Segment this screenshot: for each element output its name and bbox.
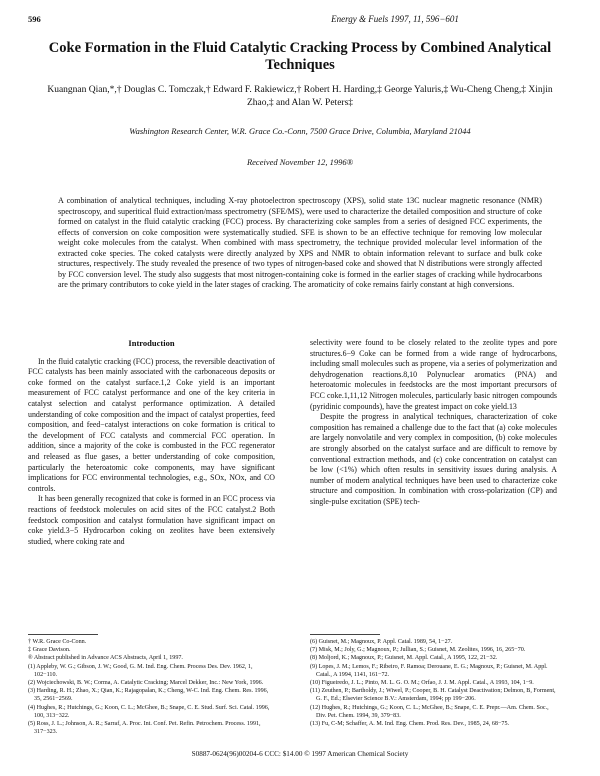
page-number: 596 xyxy=(28,14,41,24)
left-column xyxy=(28,338,275,547)
footnote: (2) Wojciechowski, B. W.; Corma, A. Catalytic Cracking; Marcel Dekker, Inc.: New York, 1996. xyxy=(28,680,264,687)
footnote: (5) Ross, J. L.; Johnson, A. R.; Sarraf, A. Proc. Int. Conf. Pet. Refin. Petrochem. Process. 1991, 317−323. xyxy=(28,721,261,736)
paper-title: Coke Formation in the Fluid Catalytic Cracking Process by Combined Analytical Techniques xyxy=(48,40,552,73)
paragraph: selectivity were found to be closely related to the zeolite types and pore structures.6−9 Coke can be formed from a wide range of hydrocarbons, including small molecules such as propene, via a series of polymerization and dehydrogenation reactions.8,10 Polynuclear aromatics (PNA) and heteroatomic molecules in feedstocks are the most important precursors of FCC coke.1,11,12 Nitrogen molecules, particularly basic nitrogen compounds (pyridinic compounds), have the greatest impact on coke yield.13 xyxy=(310,338,557,411)
paragraph: In the fluid catalytic cracking (FCC) process, the reversible deactivation of FCC catalysts has been mainly associated with the carbonaceous deposits or coke formed on the catalyst surface.1,2 Coke yield is an important measurement of FCC catalyst performance and one of the key criteria in catalyst selection and catalyst performance optimization. A detailed understanding of coke composition and the impact of catalyst properties, feed composition, and feed−catalyst interactions on coke formation is critical to the development of FCC catalysts and commercial FCC operation. In addition, since a majority of the coke is combusted in the FCC regenerator and released as flue gases, a better understanding of coke composition, particularly the heteroatomic coke components, may have significant implications for FCC environmental technologies, e.g., SOx, NOx, and CO controls. xyxy=(28,356,275,493)
footnote: (6) Guisnet, M.; Magnoux, P. Appl. Catal. 1989, 54, 1−27. xyxy=(310,639,453,645)
section-heading-introduction: Introduction xyxy=(128,338,175,348)
footnote-divider xyxy=(28,634,98,635)
paragraph: Despite the progress in analytical techniques, characterization of coke composition has remained a challenge due to the fact that (a) coke molecules are largely nonvolatile and very complex in composition, (b) coke molecules are strongly absorbed on the catalyst surface and are difficult to remove by conventional extraction methods, and (c) coke concentration on catalyst can be low (<1%) which often results in sensitivity issues during analysis. A number of modern analytical techniques have been used to characterize coke structure and composition. In combination with cross-polarization (CP) and single-pulse excitation (SPE) tech- xyxy=(310,412,557,506)
footnote: (12) Hughes, R.; Hutchings, G.; Koon, C. L.; McGhee, B.; Snape, C. E. Prepr.—Am. Chem. Soc., Div. Pet. Chem. 1994, 39, 379−83. xyxy=(310,704,549,719)
affiliation: Washington Research Center, W.R. Grace Co.-Conn, 7500 Grace Drive, Columbia, Maryland 21044 xyxy=(129,126,471,136)
footnote-divider xyxy=(310,634,380,635)
footnote: (1) Appleby, W. G.; Gibson, J. W.; Good, G. M. Ind. Eng. Chem. Process Des. Dev. 1962, 1, 102−110. xyxy=(28,663,253,678)
footnote: † W.R. Grace Co-Conn. xyxy=(28,639,87,645)
abstract: A combination of analytical techniques, including X-ray photoelectron spectroscopy (XPS), solid state 13C nuclear magnetic resonance (NMR) spectroscopy, and superitical fluid extraction/mass spectrometry (SFE/MS), were used to characterize the detailed composition and structure of coke formed on catalyst in the fluid catalytic cracking (FCC) process. By characterizing coke samples from a series of designed FCC experiments, the effects of conversion on coke composition were systematically studied. SFE is shown to be an effective technique for removing low molecular weight coke molecules from the catalyst. When combined with mass spectrometry, the technique provided molecular level information of the extracted coke species. The coked catalysts were directly analyzed by XPS and NMR to obtain information relevant to surface and bulk coke structures, respectively. The study revealed the presence of two types of nitrogen-based coke and showed that N distributions were strongly affected by FCC conversion level. The study also suggests that most nitrogen-containing coke is formed in the earlier stages of cracking while hydrocarbons are the primary contributors to coke yield in the later stages of cracking. The aromaticity of coke remains fairly constant at high conversions. xyxy=(58,196,542,289)
author-list: Kuangnan Qian,*,† Douglas C. Tomczak,† Edward F. Rakiewicz,† Robert H. Harding,‡ George Yaluris,‡ Wu-Cheng Cheng,‡ Xinjin Zhao,‡ and Alan W. Peters‡ xyxy=(47,85,553,108)
footnote: (11) Zeuthen, P.; Bartholdy, J.; Wiwel, P.; Cooper, B. H. Catalyst Deactivation; Delmon, B, Forment, G. F., Ed.; Elsevier Science B.V.: Amsterdam, 1994; pp 199−206. xyxy=(310,688,556,703)
footnote: (9) Lopes, J. M.; Lemos, F.; Ribeiro, F. Ramoa; Derouane, E. G.; Magnoux, P.; Guisnet, M. Appl. Catal., A 1994, 1141, 161−72. xyxy=(310,663,548,678)
journal-citation: Energy & Fuels 1997, 11, 596−601 xyxy=(331,14,459,24)
footnotes-right xyxy=(310,638,557,728)
footnote: ® Abstract published in Advance ACS Abstracts, April 1, 1997. xyxy=(28,655,183,662)
footnote: (10) Figueiredo, J. L.; Pinto, M. L. G. O. M.; Orfao, J. J. M. Appl. Catal., A 1993, 104, 1−9. xyxy=(310,680,534,687)
footnotes-left xyxy=(28,638,275,736)
footnote: ‡ Grace Davison. xyxy=(28,647,71,654)
footnote: (3) Harding, R. H.; Zhao, X.; Qian, K.; Rajagopalan, K.; Cheng, W-C. Ind. Eng. Chem. Res. 1996, 35, 2561−2569. xyxy=(28,688,269,703)
footnote: (13) Fu, C-M; Schaffer, A. M. Ind. Eng. Chem. Prod. Res. Dev., 1985, 24, 68−75. xyxy=(310,721,510,728)
footnote: (7) Misk, M.; Joly, G.; Magnoux, P.; Jullian, S.; Guisnet, M. Zeolites, 1996, 16, 265−70. xyxy=(310,647,526,654)
page-footer: S0887-0624(96)00204-6 CCC: $14.00 © 1997 American Chemical Society xyxy=(191,750,409,758)
footnote: (8) Moljord, K.; Magnoux, P.; Guisnet, M. Appl. Catal., A 1995, 122, 21−32. xyxy=(310,655,498,662)
footnote: (4) Hughes, R.; Hutchings, G.; Koon, C. L.; McGhee, B.; Snape, C. E. Stud. Surf. Sci. Catal. 1996, 100, 313−322. xyxy=(28,704,270,719)
paragraph: It has been generally recognized that coke is formed in an FCC process via reactions of feedstock molecules on acid sites of the FCC catalyst.2 Both feedstock composition and catalyst formulation have significant impact on coke yield.3−5 Hydrocarbon coking on zeolites have been extensively studied, where coking rate and xyxy=(28,494,275,546)
right-column xyxy=(310,338,557,508)
received-date: Received November 12, 1996® xyxy=(246,157,354,167)
